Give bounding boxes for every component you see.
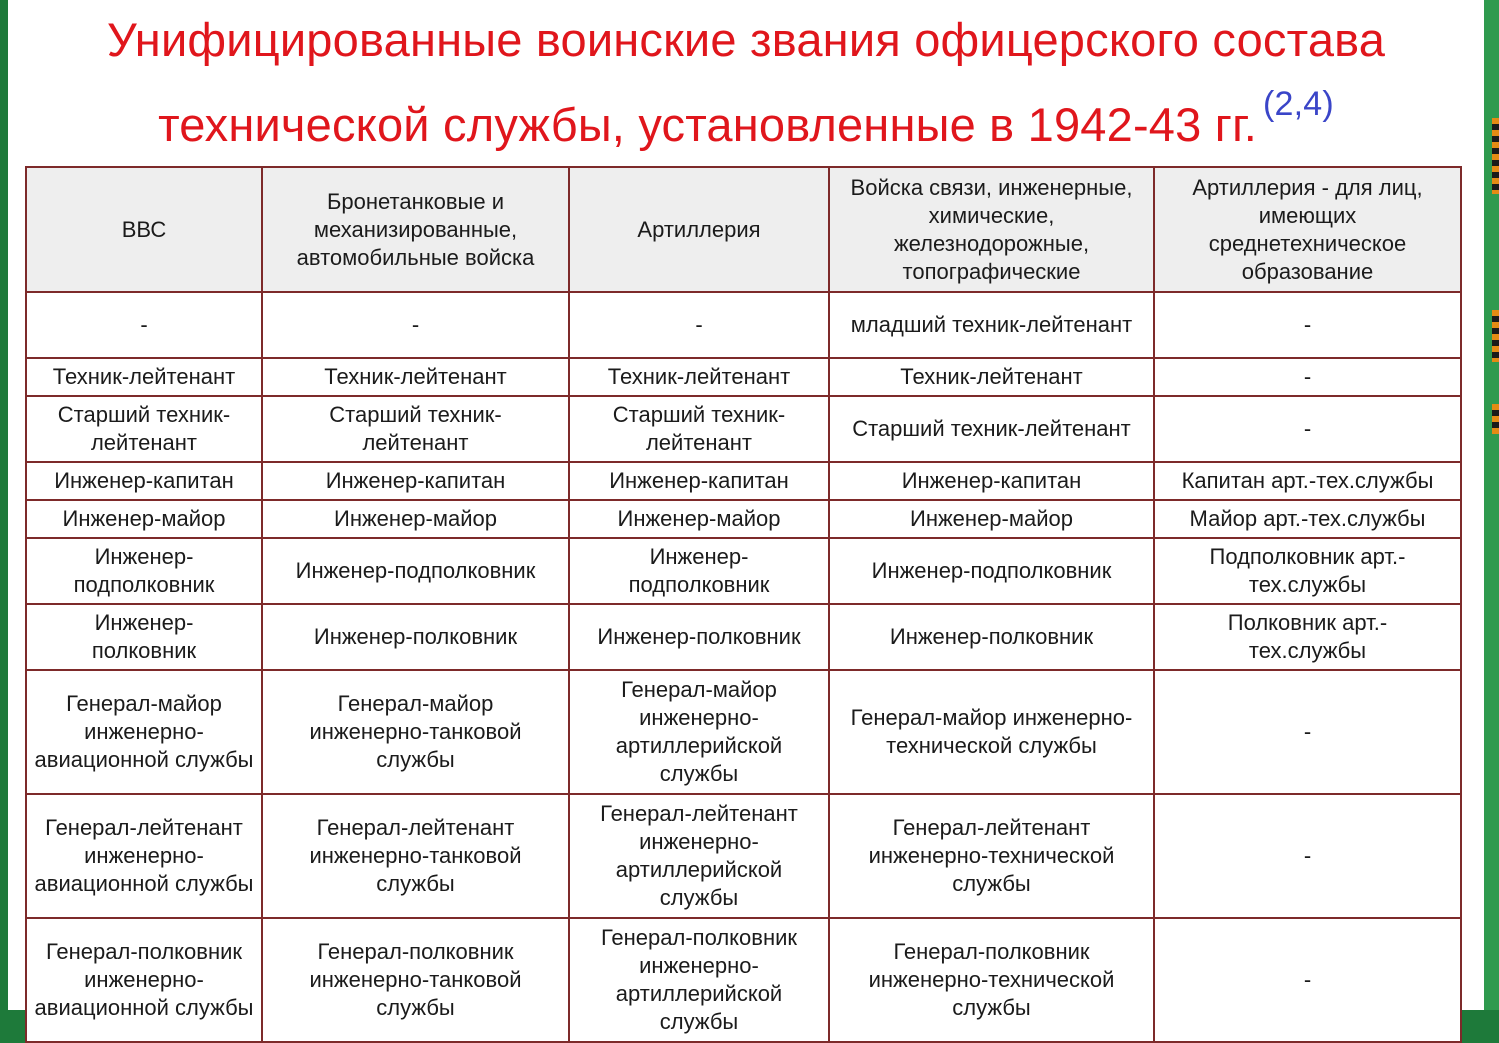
table-cell: Инженер-капитан [26, 462, 262, 500]
table-cell: Инженер-полковник [569, 604, 829, 670]
table-cell: Инженер-майор [262, 500, 569, 538]
table-cell: Инженер-капитан [262, 462, 569, 500]
table-cell: Техник-лейтенант [829, 358, 1154, 396]
table-cell: Старший техник-лейтенант [26, 396, 262, 462]
table-cell: Генерал-полковник инженерно-технической службы [829, 918, 1154, 1042]
table-header-row [26, 167, 1461, 292]
table-row [26, 396, 1461, 462]
table-cell: Генерал-полковник инженерно-авиационной службы [26, 918, 262, 1042]
table-cell: Инженер-майор [829, 500, 1154, 538]
table-row [26, 794, 1461, 918]
table-cell: - [26, 292, 262, 358]
st-george-ribbon-strip [1492, 404, 1499, 434]
ranks-table [25, 166, 1462, 1043]
table-row [26, 462, 1461, 500]
table-cell: Генерал-лейтенант инженерно-авиационной службы [26, 794, 262, 918]
table-cell: Инженер-полковник [26, 604, 262, 670]
table-cell: Инженер-капитан [569, 462, 829, 500]
slide-page [8, 0, 1484, 1034]
table-cell: - [1154, 358, 1461, 396]
table-cell: - [1154, 670, 1461, 794]
table-row [26, 538, 1461, 604]
table-cell: - [569, 292, 829, 358]
st-george-ribbon-strip [1492, 118, 1499, 194]
table-cell: Инженер-подполковник [569, 538, 829, 604]
st-george-ribbon-strip [1492, 310, 1499, 362]
table-cell: Генерал-майор инженерно-технической службы [829, 670, 1154, 794]
header-cell-signal-engineering: Войска связи, инженерные, химические, железнодорожные, топографические [829, 167, 1154, 292]
table-row [26, 358, 1461, 396]
table-row [26, 292, 1461, 358]
table-cell: Генерал-майор инженерно-танковой службы [262, 670, 569, 794]
table-cell: Инженер-капитан [829, 462, 1154, 500]
header-cell-vvs: ВВС [26, 167, 262, 292]
table-row [26, 918, 1461, 1042]
table-row [26, 604, 1461, 670]
table-cell: - [1154, 794, 1461, 918]
table-cell: Генерал-майор инженерно-артиллерийской службы [569, 670, 829, 794]
title-text: Унифицированные воинские звания офицерского состава технической службы, установленные в 1942-43 гг. [106, 13, 1386, 151]
table-row [26, 670, 1461, 794]
table-cell: Генерал-полковник инженерно-артиллерийской службы [569, 918, 829, 1042]
table-cell: Инженер-полковник [829, 604, 1154, 670]
table-cell: Инженер-полковник [262, 604, 569, 670]
table-cell: Инженер-майор [26, 500, 262, 538]
table-cell: Инженер-подполковник [262, 538, 569, 604]
table-cell: - [262, 292, 569, 358]
table-cell: Генерал-лейтенант инженерно-технической службы [829, 794, 1154, 918]
table-cell: - [1154, 292, 1461, 358]
title-reference: (2,4) [1262, 85, 1334, 123]
table-cell: Старший техник-лейтенант [262, 396, 569, 462]
header-cell-armored: Бронетанковые и механизированные, автомобильные войска [262, 167, 569, 292]
table-row [26, 500, 1461, 538]
page-title [8, 8, 1484, 157]
table-cell: Полковник арт.-тех.службы [1154, 604, 1461, 670]
header-cell-artillery-secondary: Артиллерия - для лиц, имеющих среднетехническое образование [1154, 167, 1461, 292]
table-cell: Генерал-лейтенант инженерно-артиллерийской службы [569, 794, 829, 918]
table-cell: Генерал-майор инженерно-авиационной службы [26, 670, 262, 794]
header-cell-artillery: Артиллерия [569, 167, 829, 292]
table-cell: Старший техник-лейтенант [569, 396, 829, 462]
table-cell: Старший техник-лейтенант [829, 396, 1154, 462]
table-cell: младший техник-лейтенант [829, 292, 1154, 358]
table-cell: Техник-лейтенант [569, 358, 829, 396]
table-cell: Капитан арт.-тех.службы [1154, 462, 1461, 500]
table-cell: Инженер-подполковник [26, 538, 262, 604]
table-cell: Техник-лейтенант [262, 358, 569, 396]
table-cell: Майор арт.-тех.службы [1154, 500, 1461, 538]
table-cell: - [1154, 918, 1461, 1042]
table-cell: Инженер-подполковник [829, 538, 1154, 604]
table-cell: Генерал-полковник инженерно-танковой службы [262, 918, 569, 1042]
table-cell: Генерал-лейтенант инженерно-танковой службы [262, 794, 569, 918]
table-cell: - [1154, 396, 1461, 462]
table-cell: Подполковник арт.-тех.службы [1154, 538, 1461, 604]
table-cell: Инженер-майор [569, 500, 829, 538]
table-cell: Техник-лейтенант [26, 358, 262, 396]
